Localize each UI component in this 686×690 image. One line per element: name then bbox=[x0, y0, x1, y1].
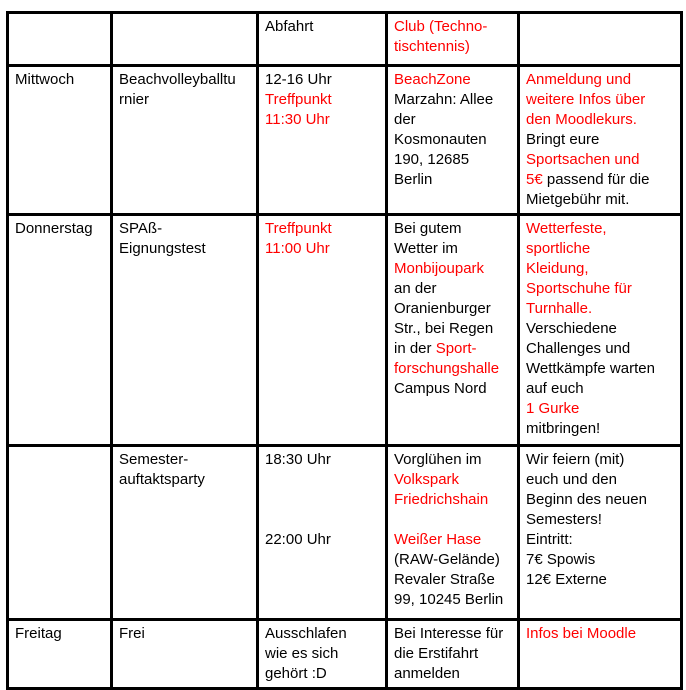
text-segment: wie es sich bbox=[265, 645, 339, 662]
cell-text-line bbox=[394, 150, 511, 170]
text-segment: Marzahn: Allee bbox=[394, 91, 494, 108]
text-segment: Oranienburger bbox=[394, 300, 491, 317]
cell-text-line bbox=[265, 110, 379, 130]
text-segment: die Erstifahrt bbox=[394, 645, 479, 662]
cell-text-line bbox=[526, 70, 674, 90]
cell-text-line bbox=[265, 510, 379, 530]
cell-text-line bbox=[526, 624, 674, 644]
cell-text-line bbox=[394, 530, 511, 550]
text-segment: Bei Interesse für bbox=[394, 625, 504, 642]
cell-mittwoch-time bbox=[258, 66, 387, 215]
table-row-mittwoch bbox=[8, 66, 682, 215]
text-segment: Mietgebühr mit. bbox=[526, 191, 630, 208]
cell-text-line bbox=[526, 379, 674, 399]
cell-text-line bbox=[526, 299, 674, 319]
text-segment: 12-16 Uhr bbox=[265, 71, 332, 88]
cell-text-line bbox=[15, 70, 104, 90]
highlighted-text: den Moodlekurs. bbox=[526, 111, 637, 128]
cell-text-line bbox=[394, 490, 511, 510]
text-segment: 12€ Externe bbox=[526, 571, 607, 588]
cell-text-line bbox=[394, 450, 511, 470]
highlighted-text: 1 Gurke bbox=[526, 400, 580, 417]
cell-text-line bbox=[394, 624, 511, 644]
cell-text-line bbox=[526, 150, 674, 170]
cell-text-line bbox=[394, 590, 511, 610]
highlighted-text: Sportsachen und bbox=[526, 151, 640, 168]
text-segment: Revaler Straße bbox=[394, 571, 495, 588]
cell-mittwoch-day bbox=[8, 66, 112, 215]
text-segment: Abfahrt bbox=[265, 18, 314, 35]
text-segment: Challenges und bbox=[526, 340, 631, 357]
cell-donnerstag-time bbox=[258, 215, 387, 446]
cell-text-line bbox=[265, 644, 379, 664]
cell-text-line bbox=[265, 530, 379, 550]
cell-mittwoch-location bbox=[387, 66, 519, 215]
text-segment: Verschiedene bbox=[526, 320, 617, 337]
cell-text-line bbox=[394, 130, 511, 150]
text-segment: (RAW-Gelände) bbox=[394, 551, 500, 568]
cell-freitag-notes bbox=[519, 620, 682, 689]
text-segment: Berlin bbox=[394, 171, 433, 188]
highlighted-text: 11:30 Uhr bbox=[265, 111, 330, 128]
cell-header-day bbox=[8, 13, 112, 66]
cell-text-line bbox=[119, 219, 250, 239]
highlighted-text: Volkspark bbox=[394, 471, 460, 488]
cell-text-line bbox=[265, 450, 379, 470]
text-segment: 190, 12685 bbox=[394, 151, 470, 168]
cell-text-line bbox=[526, 219, 674, 239]
cell-text-line bbox=[265, 490, 379, 510]
cell-text-line bbox=[119, 90, 250, 110]
text-segment: Str., bei Regen bbox=[394, 320, 494, 337]
cell-party-day bbox=[8, 446, 112, 620]
text-segment: Semesters! bbox=[526, 511, 602, 528]
cell-text-line bbox=[265, 90, 379, 110]
text-segment: 18:30 Uhr bbox=[265, 451, 331, 468]
highlighted-text: Weißer Hase bbox=[394, 531, 482, 548]
cell-text-line bbox=[526, 259, 674, 279]
cell-text-line bbox=[394, 644, 511, 664]
text-segment: Bringt eure bbox=[526, 131, 600, 148]
cell-text-line bbox=[394, 170, 511, 190]
cell-text-line bbox=[394, 470, 511, 490]
table-row-header bbox=[8, 13, 682, 66]
cell-party-event bbox=[112, 446, 258, 620]
text-segment: gehört :D bbox=[265, 665, 327, 682]
highlighted-text: Sportschuhe für bbox=[526, 280, 632, 297]
highlighted-text: sportliche bbox=[526, 240, 591, 257]
cell-text-line bbox=[394, 319, 511, 339]
cell-mittwoch-event bbox=[112, 66, 258, 215]
text-segment: passend für die bbox=[542, 171, 650, 188]
cell-donnerstag-event bbox=[112, 215, 258, 446]
highlighted-text: forschungshalle bbox=[394, 360, 500, 377]
cell-text-line bbox=[15, 219, 104, 239]
cell-text-line bbox=[265, 470, 379, 490]
cell-text-line bbox=[526, 190, 674, 210]
highlighted-text: Sport- bbox=[435, 340, 477, 357]
cell-text-line bbox=[394, 259, 511, 279]
text-segment: SPAß- bbox=[119, 220, 163, 237]
text-segment: Frei bbox=[119, 625, 145, 642]
cell-text-line bbox=[394, 70, 511, 90]
highlighted-text: tischtennis) bbox=[394, 38, 470, 55]
cell-text-line bbox=[394, 239, 511, 259]
text-segment: anmelden bbox=[394, 665, 460, 682]
cell-text-line bbox=[526, 550, 674, 570]
cell-text-line bbox=[394, 279, 511, 299]
highlighted-text: Treffpunkt bbox=[265, 91, 332, 108]
cell-text-line bbox=[394, 110, 511, 130]
text-segment: Eignungstest bbox=[119, 240, 206, 257]
text-segment: Wettkämpfe warten bbox=[526, 360, 655, 377]
cell-freitag-location bbox=[387, 620, 519, 689]
text-segment: in der bbox=[394, 340, 436, 357]
cell-text-line bbox=[526, 510, 674, 530]
highlighted-text: Friedrichshain bbox=[394, 491, 489, 508]
highlighted-text: 5€ bbox=[526, 171, 543, 188]
cell-text-line bbox=[526, 319, 674, 339]
highlighted-text: BeachZone bbox=[394, 71, 471, 88]
cell-header-departure bbox=[258, 13, 387, 66]
text-segment: an der bbox=[394, 280, 437, 297]
cell-text-line bbox=[526, 530, 674, 550]
cell-text-line bbox=[394, 219, 511, 239]
highlighted-text: Infos bei Moodle bbox=[526, 625, 637, 642]
cell-text-line bbox=[394, 550, 511, 570]
cell-text-line bbox=[526, 90, 674, 110]
table-row-semesterauftaktsparty bbox=[8, 446, 682, 620]
text-segment: Campus Nord bbox=[394, 380, 487, 397]
text-segment: auf euch bbox=[526, 380, 584, 397]
cell-donnerstag-location bbox=[387, 215, 519, 446]
cell-text-line bbox=[265, 70, 379, 90]
highlighted-text: Monbijoupark bbox=[394, 260, 485, 277]
cell-freitag-event bbox=[112, 620, 258, 689]
text-segment: 7€ Spowis bbox=[526, 551, 596, 568]
text-segment: Mittwoch bbox=[15, 71, 75, 88]
text-segment: Vorglühen im bbox=[394, 451, 482, 468]
highlighted-text: Kleidung, bbox=[526, 260, 589, 277]
cell-text-line bbox=[526, 399, 674, 419]
cell-text-line bbox=[526, 110, 674, 130]
cell-text-line bbox=[394, 299, 511, 319]
text-segment: Beginn des neuen bbox=[526, 491, 647, 508]
cell-header-location bbox=[387, 13, 519, 66]
text-segment: Beachvolleyballtu bbox=[119, 71, 236, 88]
text-segment: Eintritt: bbox=[526, 531, 573, 548]
highlighted-text: Anmeldung und bbox=[526, 71, 632, 88]
cell-donnerstag-notes bbox=[519, 215, 682, 446]
cell-header-notes bbox=[519, 13, 682, 66]
cell-party-location bbox=[387, 446, 519, 620]
cell-text-line bbox=[119, 239, 250, 259]
text-segment: rnier bbox=[119, 91, 150, 108]
cell-text-line bbox=[394, 339, 511, 359]
text-segment: Bei gutem bbox=[394, 220, 462, 237]
cell-text-line bbox=[526, 470, 674, 490]
cell-text-line bbox=[394, 510, 511, 530]
cell-text-line bbox=[119, 70, 250, 90]
cell-text-line bbox=[526, 570, 674, 590]
text-segment: euch und den bbox=[526, 471, 617, 488]
cell-donnerstag-day bbox=[8, 215, 112, 446]
cell-text-line bbox=[526, 490, 674, 510]
text-segment: Donnerstag bbox=[15, 220, 93, 237]
cell-text-line bbox=[265, 219, 379, 239]
text-segment: auftaktsparty bbox=[119, 471, 205, 488]
cell-text-line bbox=[394, 90, 511, 110]
cell-text-line bbox=[526, 130, 674, 150]
text-segment: 99, 10245 Berlin bbox=[394, 591, 504, 608]
text-segment: Wir feiern (mit) bbox=[526, 451, 625, 468]
cell-text-line bbox=[394, 664, 511, 684]
text-segment: Kosmonauten bbox=[394, 131, 487, 148]
highlighted-text: Turnhalle. bbox=[526, 300, 593, 317]
highlighted-text: Treffpunkt bbox=[265, 220, 332, 237]
cell-text-line bbox=[526, 419, 674, 439]
cell-text-line bbox=[265, 624, 379, 644]
cell-text-line bbox=[526, 170, 674, 190]
highlighted-text: Club (Techno- bbox=[394, 18, 488, 35]
cell-freitag-day bbox=[8, 620, 112, 689]
text-segment: der bbox=[394, 111, 416, 128]
cell-text-line bbox=[119, 450, 250, 470]
cell-party-notes bbox=[519, 446, 682, 620]
cell-text-line bbox=[394, 17, 511, 37]
cell-text-line bbox=[394, 359, 511, 379]
cell-header-event bbox=[112, 13, 258, 66]
cell-text-line bbox=[119, 470, 250, 490]
cell-text-line bbox=[394, 379, 511, 399]
highlighted-text: weitere Infos über bbox=[526, 91, 646, 108]
cell-party-time bbox=[258, 446, 387, 620]
cell-text-line bbox=[526, 359, 674, 379]
text-segment: 22:00 Uhr bbox=[265, 531, 331, 548]
highlighted-text: Wetterfeste, bbox=[526, 220, 607, 237]
cell-text-line bbox=[526, 279, 674, 299]
cell-text-line bbox=[265, 239, 379, 259]
cell-mittwoch-notes bbox=[519, 66, 682, 215]
cell-text-line bbox=[265, 17, 379, 37]
text-segment: Semester- bbox=[119, 451, 189, 468]
text-segment: mitbringen! bbox=[526, 420, 601, 437]
text-segment: Wetter im bbox=[394, 240, 458, 257]
cell-text-line bbox=[15, 624, 104, 644]
table-row-freitag bbox=[8, 620, 682, 689]
cell-freitag-time bbox=[258, 620, 387, 689]
cell-text-line bbox=[526, 239, 674, 259]
cell-text-line bbox=[394, 570, 511, 590]
table-row-donnerstag bbox=[8, 215, 682, 446]
cell-text-line bbox=[119, 624, 250, 644]
text-segment: Freitag bbox=[15, 625, 62, 642]
cell-text-line bbox=[526, 339, 674, 359]
schedule-table bbox=[6, 11, 683, 690]
highlighted-text: 11:00 Uhr bbox=[265, 240, 330, 257]
text-segment: Ausschlafen bbox=[265, 625, 347, 642]
cell-text-line bbox=[394, 37, 511, 57]
cell-text-line bbox=[526, 450, 674, 470]
cell-text-line bbox=[265, 664, 379, 684]
